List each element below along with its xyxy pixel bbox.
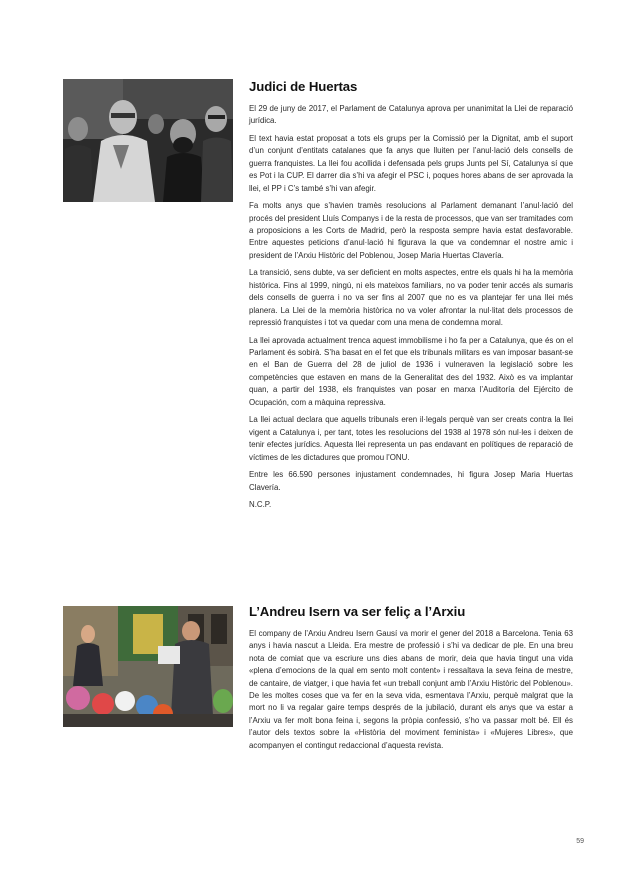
article-title: Judici de Huertas bbox=[249, 79, 358, 94]
article-paragraph: El company de l’Arxiu Andreu Isern Gausí va morir el gener del 2018 a Barcelona. Tenia 63 anys i havia nascut a Lleida. Era mestre de professió i s’hi va dedicar de ple. En una breu nota de comiat que va escriure uns dies abans de morir, deia que havia tingut una vida «plena d’emocions de la qual em sento molt content» i ressaltava la seva feina de mestre, de cantaire, de viatger, i que havia fet «un treball conjunt amb l’Arxiu Històric del Poblenou». De les moltes coses que va fer en la seva vida, esmentava l’Arxiu, perquè malgrat que la mort no li va regalar gaire temps després de la jubilació, durant els anys que va estar a l’Arxiu va fer molt bona feina i, segons la pròpia confessió, s’ho va passar molt bé. Ell és l’autor dels textos sobre la «Història del moviment feminista» i «Mujeres Libres», que acompanyen el contingut redaccional d’aquesta revista. bbox=[249, 629, 573, 750]
color-street-photo-children-icon bbox=[63, 606, 233, 727]
article-judici-huertas bbox=[249, 79, 573, 517]
article-paragraph: El text havia estat proposat a tots els grups per la Comissió per la Dignitat, amb el suport d’un conjunt d’entitats catalanes que fa anys que lluiten per l’anul·lació dels consells de guerra franquistes. La llei fou acollida i defensada pels grups Junts pel Sí, Catalunya sí que es Pot i la CUP. El darrer dia s’hi va afegir el PSC i, poques hores abans de ser aprovada la llei, el PP i C’s també s’hi van afegir. bbox=[249, 134, 573, 193]
article-signature: N.C.P. bbox=[249, 500, 272, 510]
page-number: 59 bbox=[576, 838, 584, 845]
article-paragraph: La llei aprovada actualment trenca aquest immobilisme i ho fa per a Catalunya, que és on el Parlament és sobirà. S’ha basat en el fet que els tribunals militars es van imposar basant-se en el Ban de Guerra del 28 de juliol de 1936 i vulneraven la legislació sobre les competències que estaven en mans de la Generalitat des del 1932. Això es va implantar quan, a partir del 1938, els franquistes van posar en marxa l’Auditoría del Ejército de Ocupación, com a màquina repressiva. bbox=[249, 335, 573, 407]
article-andreu-isern bbox=[249, 604, 573, 757]
article-paragraph: Entre les 66.590 persones injustament condemnades, hi figura Josep Maria Huertas Clavería. bbox=[249, 470, 573, 492]
black-and-white-crowd-photo-icon bbox=[63, 79, 233, 202]
article-paragraph: Fa molts anys que s’havien tramès resolucions al Parlament demanant l’anul·lació del procés del president Lluís Companys i de la resta de processos, que van ser tramitades com a proposicions a les Corts de Madrid, però la resposta sempre havia estat desfavorable. Entre aquestes peticions d’anul·lació hi figurava la que va condemnar el nostre amic i president de l’Arxiu Històric del Poblenou, Josep Maria Huertas Clavería. bbox=[249, 201, 573, 260]
article-photo-huertas bbox=[63, 79, 233, 202]
article-photo-isern bbox=[63, 606, 233, 727]
article-paragraph: El 29 de juny de 2017, el Parlament de Catalunya aprova per unanimitat la Llei de reparació jurídica. bbox=[249, 104, 573, 126]
article-title: L’Andreu Isern va ser feliç a l’Arxiu bbox=[249, 604, 466, 619]
article-paragraph: La transició, sens dubte, va ser deficient en molts aspectes, entre els quals hi ha la memòria històrica. Fins al 1999, ningú, ni els mateixos familiars, no va poder tenir accés als sumaris dels consells de guerra i no va ser fins al 2007 que no es va plantejar fer una llei més planera. La Llei de la memòria històrica no va voler afrontar la nul·litat dels processos de repressió franquistes i tot va quedar com una mena de condemna moral. bbox=[249, 268, 573, 328]
article-paragraph: La llei actual declara que aquells tribunals eren il·legals perquè van ser creats contra la llei vigent a Catalunya i, per tant, totes les resolucions del 1938 al 1978 són nul·les i deixen de tenir efectes jurídics. Aquesta llei representa un pas endavant en polítiques de reparació de víctimes de les dictadures que promou l’ONU. bbox=[249, 415, 573, 462]
